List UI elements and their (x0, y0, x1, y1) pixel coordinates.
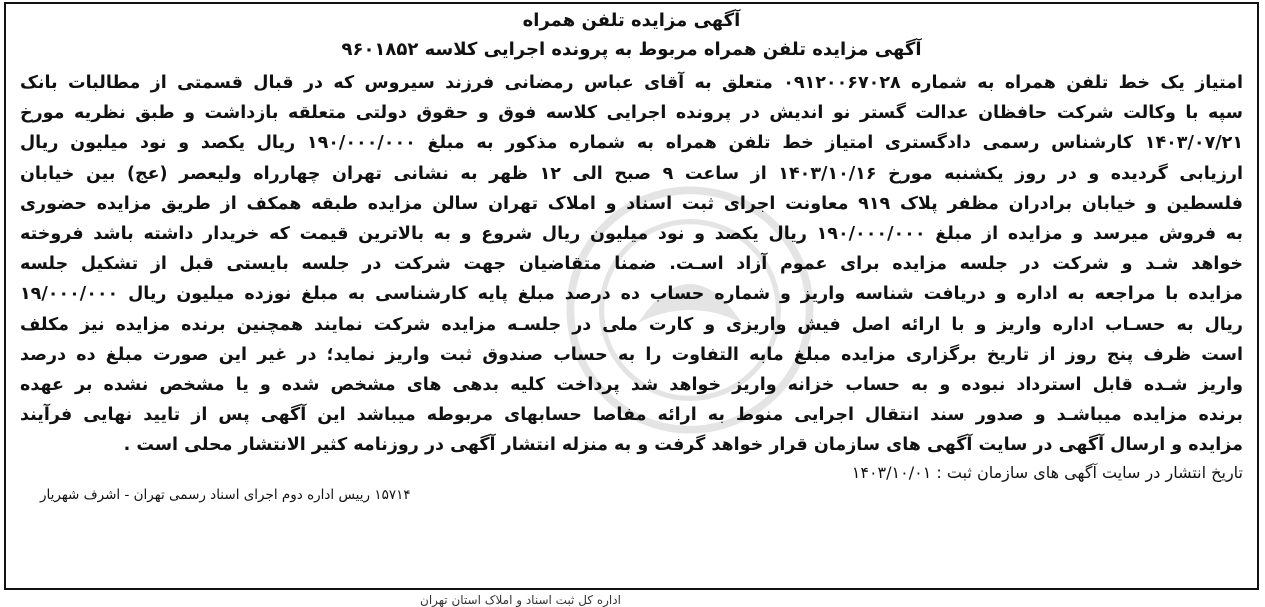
notice-title: آگهی مزایده تلفن همراه (522, 10, 741, 31)
body-line: خواهد شـد و شرکت در جلسه مزایده برای عموم آزاد اسـت. ضمنا متقاضیان جهت شرکت در جلسه بایستی قبل از تشکیل جلسه (20, 254, 1243, 275)
body-line: سپه با وکالت شرکت حافظان عدالت گستر نو اندیش در پرونده اجرایی کلاسه فوق و حقوق دولتی متعلقه بازداشت و طبق نظریه مورخ (20, 103, 1243, 124)
notice-body (20, 68, 1243, 461)
body-line: به فروش میرسد و مزایده از مبلغ ۱۹۰/۰۰۰/۰۰۰ ریال یکصد و نود میلیون ریال شروع و به بالاترین قیمت که خریدار داشته باشد فروخته (20, 224, 1243, 245)
body-line: است ظرف پنج روز از تاریخ برگزاری مزایده مبلغ مابه التفاوت را به حساب صندوق ثبت واریز نماید؛ در غیر این صورت مبلغ ده درصد (20, 344, 1243, 365)
body-line: مزایده و ارسال آگهی در سایت آگهی های سازمان قرار خواهد گرفت و به منزله انتشار آگهی در روزنامه کثیر الانتشار محلی است . (123, 435, 1243, 456)
signature-line: ۱۵۷۱۴ رییس اداره دوم اجرای اسناد رسمی تهران - اشرف شهریار (40, 486, 411, 503)
auction-notice (4, 2, 1259, 590)
body-line: ارزیابی گردیده و در روز یکشنبه مورخ ۱۴۰۳/۱۰/۱۶ از ساعت ۹ صبح الی ۱۲ ظهر به نشانی تهران چهارراه ولیعصر (عج) بین خیابان (20, 163, 1243, 184)
notice-subtitle: آگهی مزایده تلفن همراه مربوط به پرونده اجرایی کلاسه ۹۶۰۱۸۵۲ (341, 39, 922, 60)
body-line: فلسطین و خیابان برادران مظفر پلاک ۹۱۹ معاونت اجرای ثبت اسناد و املاک تهران سالن مزایده طبقه همکف از طریق مزایده حضوری (20, 193, 1243, 214)
body-line: مزایده با مراجعه به اداره و دریافت شناسه واریز و شماره حساب ده درصد مبلغ پایه کارشناسی به مبلغ نوزده میلیون ریال ۱۹/۰۰۰/۰۰۰ (20, 284, 1243, 305)
publish-date-line: تاریخ انتشار در سایت آگهی های سازمان ثبت : ۱۴۰۳/۱۰/۰۱ (851, 462, 1243, 482)
body-line: ۱۴۰۳/۰۷/۲۱ کارشناس رسمی دادگستری امتیاز خط تلفن همراه به شماره مذکور به مبلغ ۱۹۰/۰۰۰/۰۰۰ ریال یکصد و نود میلیون ریال (20, 133, 1243, 154)
body-line: ریال به حسـاب اداره واریز و با ارائه اصل فیش واریزی و کارت ملی در جلسـه مزایده شرکت نمایند همچنین برنده مزایده نیز مکلف (20, 314, 1243, 335)
cut-off-footer-text: اداره کل ثبت اسناد و املاک استان تهران (420, 593, 621, 607)
body-line: امتیاز یک خط تلفن همراه به شماره ۰۹۱۲۰۰۶۷۰۲۸ متعلق به آقای عباس رمضانی فرزند سیروس که در قبال قسمتی از مطالبات بانک (20, 73, 1243, 93)
body-line: برنده مزایده میباشـد و صدور سند انتقال اجرایی منوط به ارائه مفاصا حسابهای مربوطه میباشد این آگهی پس از تایید نهایی فرآیند (20, 405, 1243, 426)
body-line: واریز شـده قابل استرداد نبوده و به حساب خزانه واریز خواهد شد پرداخت کلیه بدهی های مشخص شده و یا مشخص نشده بر عهده (20, 375, 1243, 396)
